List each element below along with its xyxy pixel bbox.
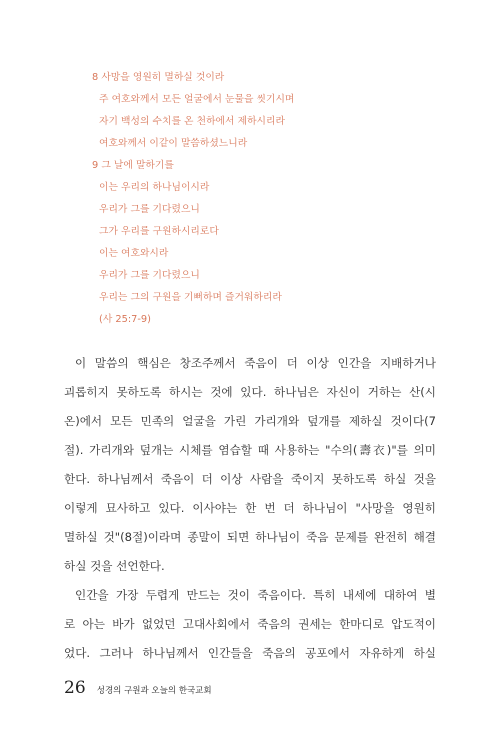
quote-line: 우리가 그를 기다렸으니 bbox=[99, 204, 200, 215]
text-line: 었다. 그러나 하나님께서 인간들을 죽음의 공포에서 자유하게 하실 bbox=[64, 646, 436, 660]
paragraph-1 bbox=[64, 349, 436, 581]
book-title: 성경의 구원과 오늘의 한국교회 bbox=[96, 686, 212, 696]
paragraph-2 bbox=[64, 581, 436, 668]
text-line: 절). 가리개와 덮개는 시체를 염습할 때 사용하는 "수의(壽衣)"를 의미 bbox=[64, 443, 436, 457]
quote-line: 우리가 그를 기다렸으니 bbox=[99, 270, 200, 281]
page-footer bbox=[64, 678, 212, 698]
text-line: 이 말씀의 핵심은 창조주께서 죽음이 더 이상 인간을 지배하거나 bbox=[75, 356, 436, 370]
text-line: 괴롭히지 못하도록 하시는 것에 있다. 하나님은 자신이 거하는 산(시 bbox=[64, 385, 436, 399]
quote-line: 여호와께서 이같이 말씀하셨느니라 bbox=[99, 138, 248, 149]
quote-line: 이는 여호와시라 bbox=[99, 248, 169, 259]
quote-line: 우리는 그의 구원을 기뻐하며 즐거워하리라 bbox=[99, 292, 282, 303]
page-number: 26 bbox=[64, 678, 86, 698]
quote-line: 8 사망을 영원히 멸하실 것이라 bbox=[92, 72, 225, 83]
text-line: 온)에서 모든 민족의 얼굴을 가린 가리개와 덮개를 제하실 것이다(7 bbox=[64, 414, 436, 428]
text-line: 하실 것을 선언한다. bbox=[64, 559, 165, 573]
quote-line: 9 그 날에 말하기를 bbox=[92, 160, 174, 171]
body-text bbox=[64, 349, 436, 668]
quote-line: 이는 우리의 하나님이시라 bbox=[99, 182, 210, 193]
scripture-quote bbox=[92, 67, 452, 331]
quote-line: 자기 백성의 수치를 온 천하에서 제하시리라 bbox=[99, 116, 285, 127]
text-line: 로 아는 바가 없었던 고대사회에서 죽음의 권세는 한마디로 압도적이 bbox=[64, 617, 436, 631]
text-line: 인간을 가장 두렵게 만드는 것이 죽음이다. 특히 내세에 대하여 별 bbox=[75, 588, 436, 602]
text-line: 이렇게 묘사하고 있다. 이사야는 한 번 더 하나님이 "사망을 영원히 bbox=[64, 501, 436, 515]
text-line: 한다. 하나님께서 죽음이 더 이상 사람을 죽이지 못하도록 하실 것을 bbox=[64, 472, 436, 486]
text-line: 멸하실 것"(8절)이라며 종말이 되면 하나님이 죽음 문제를 완전히 해결 bbox=[64, 530, 436, 544]
quote-citation: (사 25:7-9) bbox=[99, 314, 151, 325]
quote-line: 주 여호와께서 모든 얼굴에서 눈물을 씻기시며 bbox=[99, 94, 295, 105]
quote-line: 그가 우리를 구원하시리로다 bbox=[99, 226, 219, 237]
